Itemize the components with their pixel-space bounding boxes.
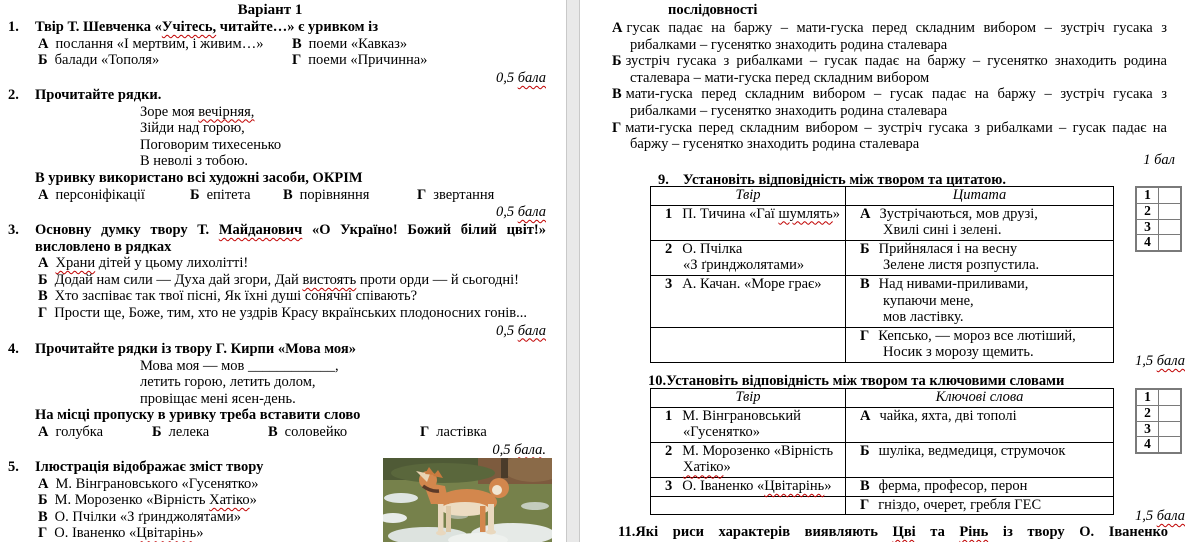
poem-line: летить горою, летить долом, <box>140 374 316 391</box>
option-g <box>612 120 1167 153</box>
question-11-stem: із твору О. Іваненко <box>988 524 1168 540</box>
option-letter: В <box>292 35 302 52</box>
option-text: зустріч гусака з рибалками – гусак падає на баржу – гусенятко знаходить родина сталевара – мати-гуска перед складним вибором <box>625 53 1167 86</box>
poem-line: Мова моя — мов ____________, <box>140 357 339 374</box>
work-title: «Гусенятко» <box>683 424 760 441</box>
answer-grid-blank <box>1159 421 1182 437</box>
answer-grid-row <box>1136 389 1181 405</box>
question-3 <box>0 222 566 339</box>
option-letter: Г <box>292 52 302 69</box>
option-text: мати-гуска перед складним вибором – гусак падає на баржу – зустріч гусака з рибалками – гусенятко знаходить родина сталевара <box>625 86 1167 119</box>
option-v <box>612 86 1167 119</box>
option-letter: Г <box>612 119 622 136</box>
table-row <box>651 442 1114 477</box>
question-2 <box>0 87 566 221</box>
question-1-stem-misspelled: Учітесь, <box>161 19 217 35</box>
score-value: 0,5 <box>495 69 518 86</box>
question-2-stem: Прочитайте рядки. <box>35 87 162 103</box>
option-letter: А <box>38 255 49 272</box>
quote-line: Прийнялася і на весну <box>878 240 1018 257</box>
option-letter: Б <box>860 442 870 459</box>
question-9-matching-table <box>650 186 1114 363</box>
option-text: гусак падає на баржу – мати-гуска перед складним вибором – зустріч гусака з рибалками – гусенятко знаходить родина сталевара <box>626 20 1167 53</box>
option-letter: Г <box>860 496 870 513</box>
answer-grid-blank <box>1159 389 1182 405</box>
quote-cell <box>860 241 1110 258</box>
option-g <box>417 187 494 204</box>
option-text: » <box>196 525 204 542</box>
quote-cell <box>860 206 1110 223</box>
option-text: мати-гуска перед складним вибором – зустріч гусака з рибалками – гусак падає на баржу – гусенятко знаходить родина сталевара <box>625 119 1167 153</box>
work-cell <box>665 408 842 425</box>
work-cell <box>665 478 842 495</box>
question-8-options <box>580 20 1174 153</box>
option-b <box>38 272 546 289</box>
poem-line-pre: Зоре моя <box>140 103 199 120</box>
keywords-cell <box>860 408 1110 425</box>
work-cell <box>665 443 842 460</box>
keywords-cell <box>860 478 1110 495</box>
option-v <box>283 187 417 204</box>
quote-line: Хвилі сині і зелені. <box>883 222 1002 239</box>
option-text: поеми «Кавказ» <box>308 35 408 52</box>
option-text: лелека <box>168 423 210 440</box>
work-title: » <box>832 205 840 222</box>
option-text: Прости ще, Боже, тим, хто не уздрів Красу вкраїнських плодоносних гонів... <box>54 304 527 321</box>
score-unit: бала <box>517 322 546 339</box>
score-value: 0,5 <box>495 204 518 221</box>
option-letter: Б <box>38 271 48 288</box>
option-letter: А <box>38 35 49 52</box>
answer-grid-number: 2 <box>1136 203 1159 219</box>
work-title-misspelled: шумлять <box>778 205 833 222</box>
keywords-text: чайка, яхта, дві тополі <box>879 407 1017 424</box>
question-1-stem-post: читайте…» є уривком із <box>216 19 379 35</box>
column-header-work: Твір <box>651 389 846 408</box>
work-cell-empty <box>651 496 846 515</box>
work-title <box>665 459 842 476</box>
question-11-heading <box>618 524 1168 541</box>
option-letter: В <box>38 288 48 305</box>
question-5-number: 5. <box>8 459 19 475</box>
table-header-row <box>651 389 1114 408</box>
score-unit: бала. <box>514 441 546 458</box>
work-title: «З ґринджолятами» <box>683 257 805 274</box>
option-text: епітета <box>206 186 251 203</box>
variant-title: Варіант 1 <box>237 2 303 18</box>
option-letter: А <box>612 20 623 36</box>
poem-line: провіщає мені ясен-день. <box>140 390 296 407</box>
work-cell <box>665 276 842 293</box>
keywords-cell <box>860 497 1110 514</box>
quote-line: Кепсько, — мороз все лютіший, <box>878 327 1076 344</box>
column-header-quote: Цитата <box>846 187 1114 206</box>
question-4-stem: Прочитайте рядки із твору Г. Кирпи «Мова моя» <box>35 341 356 357</box>
question-9-score <box>1135 353 1185 370</box>
option-b <box>152 424 268 441</box>
option-text: » <box>249 492 257 509</box>
table-row <box>651 275 1114 327</box>
option-letter: В <box>38 508 48 525</box>
score-unit: бала <box>1156 353 1185 369</box>
option-b <box>38 52 292 69</box>
option-letter: А <box>860 407 871 424</box>
option-text: балади «Тополя» <box>54 52 160 69</box>
option-text: порівняння <box>299 186 370 203</box>
question-11-stem-misspelled: Цві <box>892 524 916 540</box>
work-title-misspelled: Хатіко <box>683 459 724 476</box>
answer-grid-number: 4 <box>1136 235 1159 251</box>
option-b <box>612 53 1167 86</box>
option-letter: Б <box>38 52 48 69</box>
option-letter: А <box>38 186 49 203</box>
work-title-misspelled: Цвітарінь <box>764 477 825 494</box>
keywords-text: ферма, професор, перон <box>878 477 1028 494</box>
question-3-stem-misspelled: Майданович <box>218 222 303 238</box>
work-title: М. Вінграновський <box>682 407 801 424</box>
question-10-score <box>1135 508 1185 525</box>
answer-grid-number: 3 <box>1136 219 1159 235</box>
answer-grid-blank <box>1159 219 1182 235</box>
option-text: послання «І мертвим, і живим…» <box>55 35 264 52</box>
question-11-number: 11. <box>618 524 636 540</box>
quote-line: купаючи мене, <box>883 292 974 309</box>
option-text: звертання <box>433 186 495 203</box>
keywords-text: шуліка, ведмедиця, струмочок <box>878 442 1066 459</box>
question-2-poem <box>140 104 546 170</box>
option-v <box>38 288 546 305</box>
option-letter: Б <box>38 492 48 509</box>
answer-grid-number: 2 <box>1136 405 1159 421</box>
option-letter: В <box>860 275 870 292</box>
answer-grid-blank <box>1159 203 1182 219</box>
option-letter: Б <box>152 423 162 440</box>
work-title: » <box>723 459 731 476</box>
option-text: М. Вінграновського «Гусенятко» <box>55 475 259 492</box>
option-v <box>268 424 420 441</box>
quote-line: Над нивами-приливами, <box>878 275 1029 292</box>
option-text: О. Іваненко « <box>54 525 137 542</box>
poem-line-misspelled: вечірняя, <box>198 103 255 120</box>
option-letter: Г <box>417 186 427 203</box>
table-row <box>651 205 1114 240</box>
option-text-misspelled: вистоять <box>302 271 357 288</box>
option-letter: В <box>612 86 622 103</box>
poem-line: В неволі з тобою. <box>140 153 249 170</box>
option-letter: Г <box>420 423 430 440</box>
column-header-work: Твір <box>651 187 846 206</box>
answer-grid-blank <box>1159 437 1182 453</box>
table-row <box>651 240 1114 275</box>
quote-line: мов ластівку. <box>883 309 964 326</box>
poem-line: Поговорим тихесенько <box>140 136 282 153</box>
row-number: 1 <box>665 205 673 222</box>
question-4-options <box>38 424 546 441</box>
question-3-stem-pre: Основну думку твору Т. <box>35 222 219 238</box>
answer-grid-blank <box>1159 405 1182 421</box>
question-4-score <box>35 442 546 459</box>
row-number: 3 <box>665 477 673 494</box>
option-a <box>38 187 190 204</box>
question-8-stem-tail: послідовності <box>668 2 758 18</box>
option-letter: Б <box>860 240 870 257</box>
option-letter: В <box>283 186 293 203</box>
question-3-score <box>35 323 546 340</box>
option-text: Додай нам сили — Духа дай згори, Дай <box>54 271 303 288</box>
work-title: М. Морозенко «Вірність <box>682 442 834 459</box>
question-9-number: 9. <box>658 172 669 188</box>
dog-photo-image <box>383 458 552 542</box>
option-letter: Г <box>38 525 48 542</box>
option-text: персоніфікації <box>55 186 145 203</box>
question-2-number: 2. <box>8 87 19 103</box>
question-4 <box>0 341 566 458</box>
option-letter: А <box>38 475 49 492</box>
answer-grid-row <box>1136 437 1181 453</box>
question-3-stem-post: «О Україно! Божий білий цвіт!» висловлено в рядках <box>35 222 546 255</box>
question-10-matching-table <box>650 388 1114 515</box>
answer-grid-number: 1 <box>1136 187 1159 203</box>
question-1-stem-pre: Твір Т. Шевченка « <box>35 19 162 35</box>
work-title: О. Іваненко « <box>682 477 765 494</box>
score-unit: бала <box>517 204 546 221</box>
quote-cell <box>860 328 1110 345</box>
table-header-row <box>651 187 1114 206</box>
option-g <box>38 305 546 322</box>
question-5-stem: Ілюстрація відображає зміст твору <box>35 459 264 475</box>
option-text: поеми «Причинна» <box>308 52 428 69</box>
work-cell <box>665 241 842 258</box>
question-2-score <box>35 204 546 221</box>
keywords-text: гніздо, очерет, гребля ГЕС <box>878 496 1042 513</box>
answer-grid-row <box>1136 187 1181 203</box>
question-11-stem-misspelled: Рінь <box>959 524 989 540</box>
answer-grid-number: 1 <box>1136 389 1159 405</box>
option-text: голубка <box>55 423 104 440</box>
work-title: П. Тичина «Гаї <box>682 205 779 222</box>
poem-line: Зійди над горою, <box>140 120 245 137</box>
option-letter: А <box>38 423 49 440</box>
option-g <box>292 52 546 69</box>
option-text: дітей у цьому лихолітті! <box>95 255 249 272</box>
answer-grid-row <box>1136 235 1181 251</box>
answer-grid-row <box>1136 203 1181 219</box>
quote-line: Зустрічаються, мов друзі, <box>879 205 1038 222</box>
question-3-stem <box>35 222 546 255</box>
question-8-score: 1 бал <box>1143 152 1175 168</box>
question-4-number: 4. <box>8 341 19 357</box>
score-value: 0,5 <box>492 441 515 458</box>
right-page <box>580 0 1192 542</box>
option-text: О. Пчілки «З ґринджолятами» <box>54 508 241 525</box>
keywords-cell <box>860 443 1110 460</box>
question-9-answer-grid <box>1135 186 1182 252</box>
answer-grid-row <box>1136 421 1181 437</box>
option-a <box>38 36 292 53</box>
question-1-options <box>38 36 546 69</box>
table-row <box>651 477 1114 496</box>
quote-line: Зелене листя розпустила. <box>883 257 1040 274</box>
option-a <box>38 255 546 272</box>
table-row <box>651 496 1114 515</box>
option-a <box>612 20 1167 53</box>
work-title: О. Пчілка <box>682 240 743 257</box>
option-text-misspelled: Хатіко <box>209 492 250 509</box>
option-letter: В <box>268 423 278 440</box>
row-number: 2 <box>665 442 673 459</box>
option-text: Хто заспіває так твої пісні, Як їхні душі сонячні співають? <box>54 288 418 305</box>
option-text-misspelled: Цвітарінь <box>136 525 197 542</box>
question-1-stem <box>35 19 546 36</box>
table-row <box>651 407 1114 442</box>
question-2-followup: В уривку використано всі художні засоби, ОКРІМ <box>35 169 363 186</box>
option-letter: Г <box>38 304 48 321</box>
question-1-score <box>35 70 546 87</box>
option-text-misspelled: Храни <box>55 255 96 272</box>
question-3-number: 3. <box>8 222 19 238</box>
work-title: А. Качан. «Море грає» <box>682 275 822 292</box>
question-4-poem <box>140 358 546 408</box>
column-header-keywords: Ключові слова <box>846 389 1114 408</box>
question-4-followup: На місці пропуску в уривку треба вставити слово <box>35 407 361 424</box>
option-text: ластівка <box>436 423 487 440</box>
question-9-stem: Установіть відповідність між твором та цитатою. <box>682 172 1006 188</box>
work-cell-empty <box>651 327 846 362</box>
option-letter: Г <box>860 327 870 344</box>
quote-cell <box>860 276 1110 293</box>
row-number: 1 <box>665 407 673 424</box>
question-10-stem: Установіть відповідність між твором та ключовими словами <box>666 373 1065 389</box>
work-cell <box>665 206 842 223</box>
answer-grid-number: 4 <box>1136 437 1159 453</box>
akita-dog-illustration <box>383 458 552 542</box>
row-number: 2 <box>665 240 673 257</box>
answer-grid-row <box>1136 405 1181 421</box>
score-unit: бала <box>1156 508 1185 524</box>
option-v <box>292 36 546 53</box>
answer-grid-row <box>1136 219 1181 235</box>
page-separator <box>566 0 580 542</box>
option-letter: Б <box>190 186 200 203</box>
question-1-number: 1. <box>8 19 19 35</box>
option-g <box>420 424 487 441</box>
question-1 <box>0 19 566 86</box>
question-2-options <box>38 187 546 204</box>
score-unit: бала <box>517 69 546 86</box>
option-text: М. Морозенко «Вірність <box>54 492 210 509</box>
score-value: 1,5 <box>1134 353 1157 369</box>
option-b <box>190 187 283 204</box>
row-number: 3 <box>665 275 673 292</box>
option-text: соловейко <box>284 423 348 440</box>
score-value: 0,5 <box>495 322 518 339</box>
score-value: 1,5 <box>1134 508 1157 524</box>
quote-line: Носик з морозу щемить. <box>883 344 1034 361</box>
left-page <box>0 0 566 542</box>
question-10-answer-grid <box>1135 388 1182 454</box>
option-letter: В <box>860 477 870 494</box>
answer-grid-blank <box>1159 187 1182 203</box>
option-letter: А <box>860 205 871 222</box>
answer-grid-number: 3 <box>1136 421 1159 437</box>
option-text: проти орди — й сьогодні! <box>356 271 519 288</box>
question-11-stem: та <box>915 524 960 540</box>
work-title: » <box>824 477 832 494</box>
option-a <box>38 424 152 441</box>
table-row <box>651 327 1114 362</box>
poem-line <box>140 104 546 121</box>
question-10-number: 10. <box>648 373 667 389</box>
option-letter: Б <box>612 53 622 70</box>
answer-grid-blank <box>1159 235 1182 251</box>
question-11-stem: Які риси характерів виявляють <box>635 524 893 540</box>
